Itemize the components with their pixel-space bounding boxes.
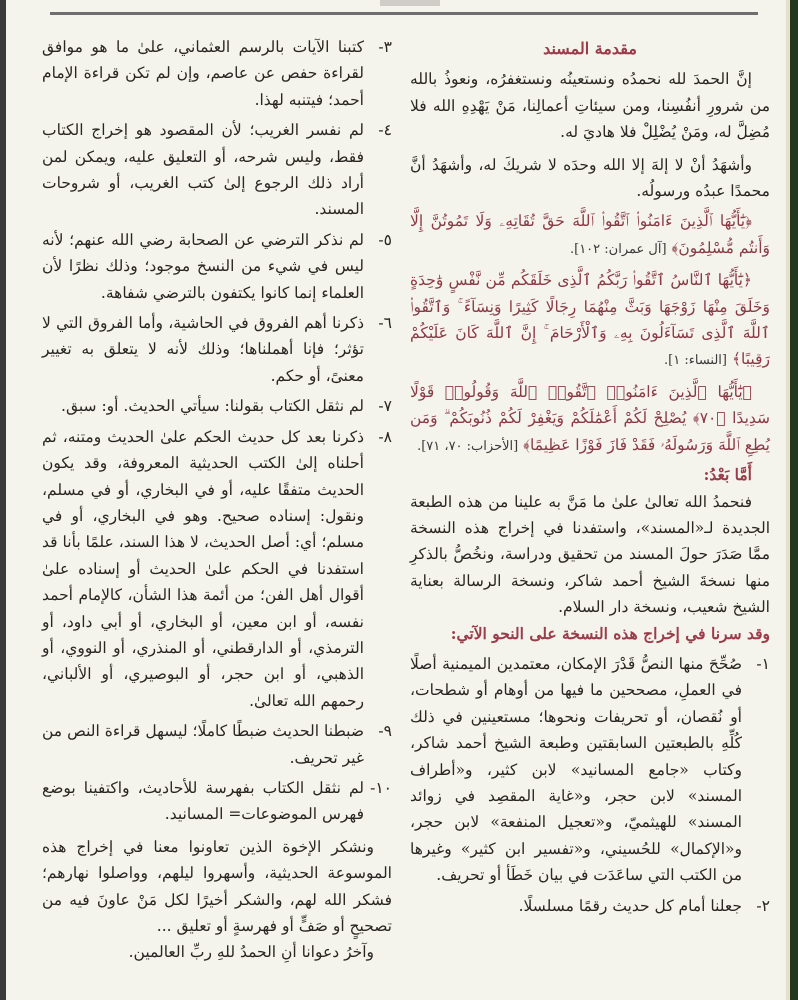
method-item — [410, 893, 770, 919]
section-title: مقدمة المسند — [543, 39, 637, 58]
quran-verse — [410, 379, 770, 460]
book-spine-edge — [790, 0, 798, 1000]
item-text: لم نثقل الكتاب بقولنا: سيأتي الحديث. أو: سبق. — [61, 397, 364, 416]
item-number: ١٠- — [370, 778, 392, 797]
item-text: لم نفسر الغريب؛ لأن المقصود هو إخراج الكتاب فقط، وليس شرحه، أو التعليق عليه، ويمكن لمن أراد ذلك الرجوع إلىٰ كتب الغريب، أو شروحات المسند. — [42, 121, 364, 219]
header-rule — [50, 12, 758, 15]
verse-text: ﴿يَٰٓأَيُّهَا ٱلَّذِينَ ءَامَنُوا۟ ٱتَّقُوا۟ ٱللَّهَ وَقُولُوا۟ قَوْلًا سَدِيدًا ﴿٧٠﴾ يُصْلِحْ لَكُمْ أَعْمَٰلَكُمْ وَيَغْفِرْ لَكُمْ ذُنُوبَكُمْ ۗ وَمَن يُطِعِ ٱللَّهَ وَرَسُولَهُۥ فَقَدْ فَازَ فَوْزًا عَظِيمًا﴾ — [410, 382, 771, 454]
item-number: ١- — [756, 654, 770, 673]
item-number: ٨- — [378, 427, 392, 446]
method-item — [42, 310, 392, 389]
item-number: ٦- — [378, 314, 392, 333]
amma-baad-heading: أَمَّا بَعْدُ: — [703, 465, 752, 485]
thanks-paragraph: ونشكر الإخوة الذين تعاونوا معنا في إخراج هذه الموسوعة الحديثية، وأسهروا ليلهم، وواصلوا نهارهم؛ فشكر الله لهم، والشكر أخيرًا لكل مَنْ عاونَ فيه من تصحيحٍ أو صَفٍّ أو فهرسةٍ أو تعليق ... — [42, 837, 392, 935]
item-text: ذكرنا بعد كل حديث الحكم علىٰ الحديث ومتنه، ثم أحلناه إلىٰ الكتب الحديثية المعروفة، وقد يكون الحديث متفقًا عليه، أو في البخاري، أو في مسلم، ونقول: إسناده صحيح. وهو في البخاري، أو في مسلم؛ أي: أصل الحديث، لا هذا السند، علمًا بأنا قد استفدنا في الحكم علىٰ الحديث أو إسناده علىٰ أقوال أهل الفن؛ من أئمة هذا الشأن، كالإمام أحمد نفسه، أو ابن معين، أو البخاري، أو أبي داود، أو الترمذي، أو الدارقطني، أو المنذري، أو النووي، أو الذهبي، أو ابن حجر، أو البوصيري، أو الألباني، رحمهم الله تعالىٰ. — [42, 427, 364, 710]
item-number: ٩- — [378, 722, 392, 741]
method-item — [42, 393, 392, 419]
method-item — [42, 718, 392, 771]
intro-paragraph: إنَّ الحمدَ لله نحمدُه ونستعينُه ونستغفرُه، ونعوذُ بالله من شرورِ أنفُسِنا، ومن سيئاتِ أعمالِنا، مَنْ يَهْدِهِ الله فلا مُضِلَّ له، ومَنْ يُضْلِلْ فلا هاديَ له. — [410, 70, 770, 142]
item-text: لم نثقل الكتاب بفهرسة للأحاديث، واكتفينا بوضع فهرس الموضوعات= المسانيد. — [42, 778, 364, 824]
body-paragraph: فنحمدُ الله تعالىٰ علىٰ ما مَنَّ به علينا من هذه الطبعة الجديدة لـ«المسند»، واستفدنا في إخراج هذه النسخة ممَّا صَدَرَ حولَ المسند من تحقيق ودراسة، ونخُصُّ بالذكرِ منها نسخةَ الشيخ أحمد شاكر، ونسخة الرسالة بعناية الشيخ شعيب، ونسخة دار السلام. — [410, 492, 770, 617]
item-text: كتبنا الآيات بالرسم العثماني، علىٰ ما هو موافق لقراءة حفص عن عاصم، وإن لم تكن قراءة الإمام أحمد؛ فيتنبه لهذا. — [42, 38, 364, 109]
verse-reference: [الأحزاب: ٧٠، ٧١]. — [417, 438, 519, 454]
header-ornament — [380, 0, 440, 6]
item-text: جعلنا أمام كل حديث رقمًا مسلسلًا. — [518, 896, 742, 915]
method-item — [42, 117, 392, 223]
item-number: ٥- — [378, 230, 392, 249]
method-item — [410, 651, 770, 889]
item-text: ضبطنا الحديث ضبطًا كاملًا؛ ليسهل قراءة النص من غير تحريف. — [42, 722, 364, 767]
left-column — [42, 30, 392, 966]
item-text: لم نذكر الترضي عن الصحابة رضي الله عنهم؛ لأنه ليس في شيء من النسخ موجود؛ وذلك نظرًا لأن العلماء إنما كانوا يكتفون بالترضي شفاهة. — [42, 230, 364, 302]
item-text: ذكرنا أهم الفروق في الحاشية، وأما الفروق التي لا تؤثر؛ فإنا أهملناها؛ وذلك لأنه لا يتعلق به تغيير معنىً، أو حكم. — [42, 314, 364, 385]
method-item — [42, 424, 392, 714]
right-column — [410, 30, 770, 919]
closing-line: وآخرُ دعوانا أنِ الحمدُ للهِ ربِّ العالمين. — [128, 943, 374, 962]
item-number: ٢- — [756, 896, 770, 915]
verse-reference: [النساء: ١]. — [664, 353, 727, 369]
verse-text: ﴿يَٰٓأَيُّهَا ٱلنَّاسُ ٱتَّقُوا۟ رَبَّكُمُ ٱلَّذِى خَلَقَكُم مِّن نَّفْسٍ وَٰحِدَةٍ وَخَلَقَ مِنْهَا زَوْجَهَا وَبَثَّ مِنْهُمَا رِجَالًا كَثِيرًا وَنِسَآءً ۚ وَٱتَّقُوا۟ ٱللَّهَ ٱلَّذِى تَسَآءَلُونَ بِهِۦ وَٱلْأَرْحَامَ ۚ إِنَّ ٱللَّهَ كَانَ عَلَيْكُمْ رَقِيبًا﴾ — [410, 271, 770, 369]
quran-verse — [410, 267, 770, 375]
item-number: ٣- — [378, 38, 392, 56]
shahada-paragraph: وأشهَدُ أنْ لا إلهَ إلا الله وحدَه لا شريكَ له، وأشهَدُ أنَّ محمدًا عبدُه ورسولُه. — [410, 155, 770, 201]
page-binding-shadow — [0, 0, 6, 1000]
method-heading: وقد سرنا في إخراج هذه النسخة على النحو الآتي: — [450, 623, 770, 643]
method-item — [42, 775, 392, 828]
verse-reference: [آل عمران: ١٠٢]. — [569, 241, 667, 257]
item-text: صُحِّحَ منها النصُّ قَدْرَ الإمكان، معتمدين الميمنية أصلًا في العملِ، مصححين ما فيها من أوهام أو شطحات، أو نُقصان، أو تحريفات ونحوها؛ مستعينين في ذلك كُلِّهِ بالطبعتين السابقتين وطبعة الشيخ أحمد شاكر، وكتاب «جامع المسانيد» لابن كثير، و«أطراف المسند» لابن حجر، و«غاية المقصِد في زوائد المسند» للهيثميّ، و«تعجيل المنفعة» لابن حجر، و«الإكمال» للحُسيني، و«تفسير ابن كثير» وغيرها من الكتب التي ساعَدَت في بيان خَطَأ أو تحريف. — [410, 654, 742, 885]
quran-verse — [410, 208, 770, 263]
method-item — [42, 34, 392, 113]
item-number: ٤- — [378, 121, 392, 140]
method-item — [42, 227, 392, 306]
item-number: ٧- — [378, 397, 392, 416]
verse-text: ﴿يَٰٓأَيُّهَا ٱلَّذِينَ ءَامَنُوا۟ ٱتَّقُوا۟ ٱللَّهَ حَقَّ تُقَاتِهِۦ وَلَا تَمُوتُنَّ إِلَّا وَأَنتُم مُّسْلِمُونَ﴾ — [410, 212, 770, 257]
